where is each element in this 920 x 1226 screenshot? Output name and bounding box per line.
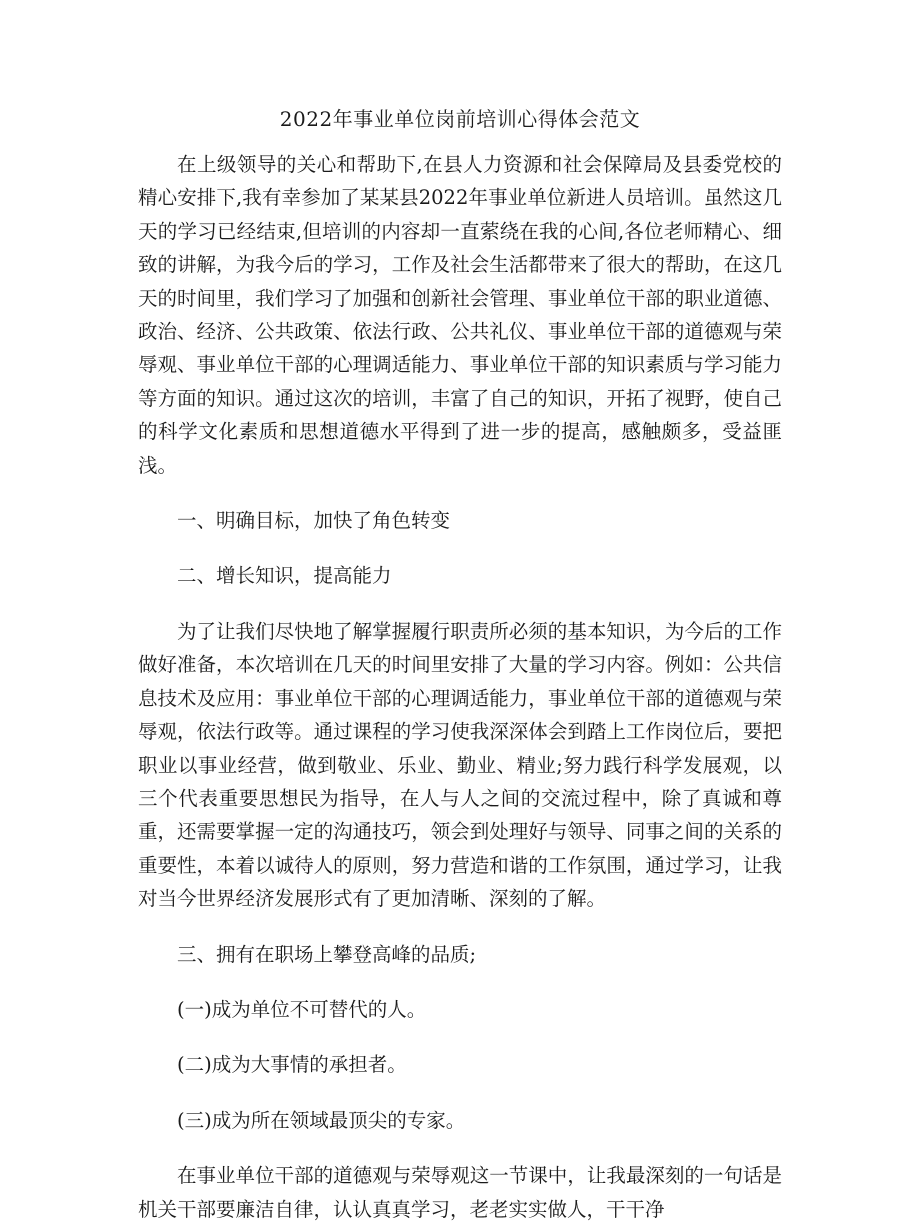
document-title: 2022年事业单位岗前培训心得体会范文 bbox=[279, 107, 641, 131]
section-heading-3: 三、拥有在职场上攀登高峰的品质; bbox=[177, 942, 477, 966]
paragraph-intro: 在上级领导的关心和帮助下,在县人力资源和社会保障局及县委党校的精心安排下,我有幸参加了某某县2022年事业单位新进人员培训。虽然这几天的学习已经结束,但培训的内容却一直萦绕在我的心间,各位老师精心、细致的讲解，为我今后的学习，工作及社会生活都带来了很大的帮助，在这几天的时间里，我们学习了加强和创新社会管理、事业单位干部的职业道德、政治、经济、公共政策、依法行政、公共礼仪、事业单位干部的道德观与荣辱观、事业单位干部的心理调适能力、事业单位干部的知识素质与学习能力等方面的知识。通过这次的培训，丰富了自己的知识，开拓了视野，使自己的科学文化素质和思想道德水平得到了进一步的提高，感触颇多，受益匪浅。 bbox=[138, 153, 782, 477]
subitem-1: (一)成为单位不可替代的人。 bbox=[177, 997, 427, 1021]
document-page bbox=[138, 104, 782, 1226]
subitem-3: (三)成为所在领域最顶尖的专家。 bbox=[177, 1108, 466, 1132]
section-heading-2: 二、增长知识，提高能力 bbox=[177, 564, 392, 588]
paragraph-knowledge: 为了让我们尽快地了解掌握履行职责所必须的基本知识，为今后的工作做好准备，本次培训在几天的时间里安排了大量的学习内容。例如：公共信息技术及应用：事业单位干部的心理调适能力，事业单位干部的道德观与荣辱观，依法行政等。通过课程的学习使我深深体会到踏上工作岗位后，要把职业以事业经营，做到敬业、乐业、勤业、精业;努力践行科学发展观，以三个代表重要思想民为指导，在人与人之间的交流过程中，除了真诚和尊重，还需要掌握一定的沟通技巧，领会到处理好与领导、同事之间的关系的重要性，本着以诚待人的原则，努力营造和谐的工作氛围，通过学习，让我对当今世界经济发展形式有了更加清晰、深刻的了解。 bbox=[138, 619, 782, 911]
subitem-2: (二)成为大事情的承担者。 bbox=[177, 1053, 407, 1077]
section-heading-1: 一、明确目标，加快了角色转变 bbox=[177, 509, 451, 533]
paragraph-ethics: 在事业单位干部的道德观与荣辱观这一节课中，让我最深刻的一句话是机关干部要廉洁自律，认认真真学习，老老实实做人，干干净 bbox=[138, 1164, 782, 1221]
